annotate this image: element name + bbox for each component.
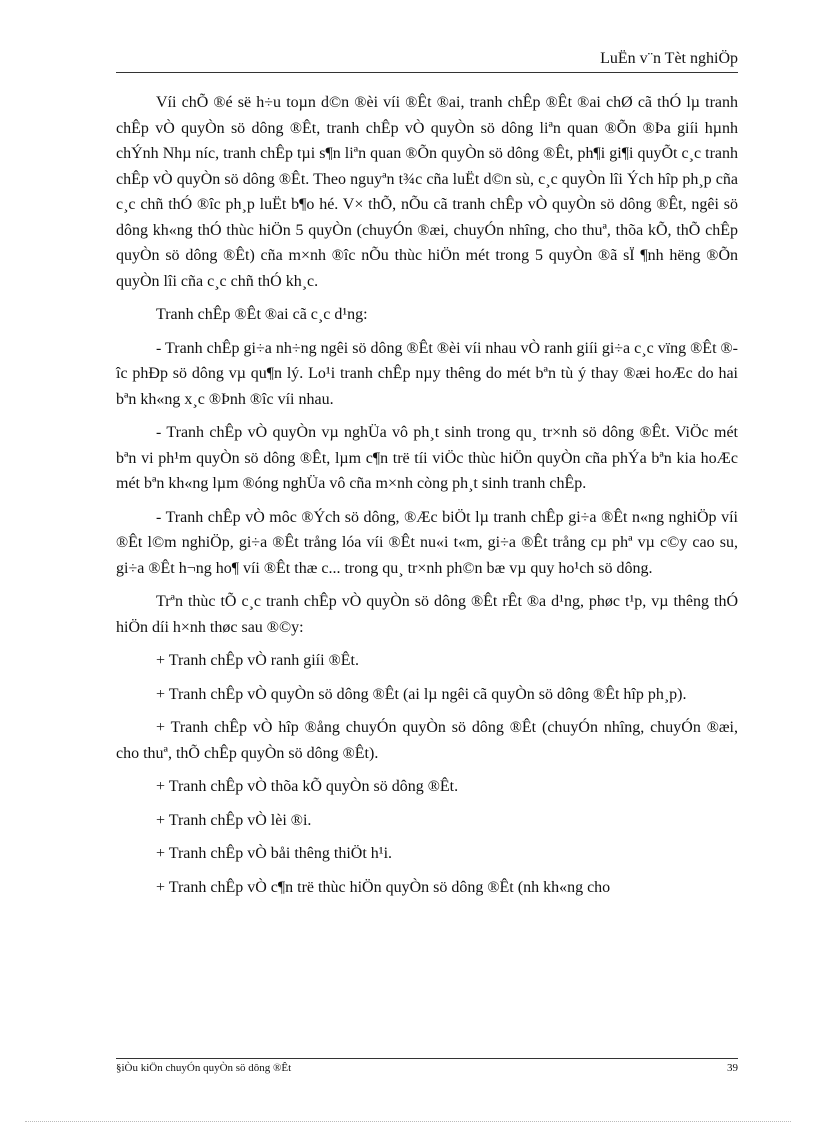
page-number: 39 [727, 1062, 738, 1074]
list-item: + Tranh chÊp vÒ båi thêng thiÖt h¹i. [156, 845, 393, 862]
page-edge-divider [25, 1121, 791, 1122]
paragraph: - Tranh chÊp vÒ quyÒn vµ nghÜa vô ph¸t sinh trong qu¸ tr×nh sö dông ®Êt. ViÖc mét bªn vi ph¹m quyÒn sö dông ®Êt, lµm c¶n trë tíi viÖc thùc hiÖn quyÒn cña phÝa bªn kia hoÆc mét bªn kh«ng lµm ®óng nghÜa vô cña m×nh còng ph¸t sinh tranh chÊp. [116, 424, 738, 492]
list-item: + Tranh chÊp vÒ quyÒn sö dông ®Êt (ai lµ ngêi cã quyÒn sö dông ®Êt hîp ph¸p). [156, 685, 687, 703]
list-item: + Tranh chÊp vÒ hîp ®ång chuyÓn quyÒn sö dông ®Êt (chuyÓn nhîng, chuyÓn ®æi, cho thuª, thÕ chÊp quyÒn sö dông ®Êt). [116, 719, 738, 762]
paragraph: Trªn thùc tÕ c¸c tranh chÊp vÒ quyÒn sö dông ®Êt rÊt ®a d¹ng, phøc t¹p, vµ thêng thÓ hiÖn díi h×nh thøc sau ®©y: [116, 593, 738, 636]
footer-title: §iÒu kiÖn chuyÓn quyÒn sö dông ®Êt [116, 1062, 292, 1074]
paragraph: Tranh chÊp ®Êt ®ai cã c¸c d¹ng: [156, 306, 368, 323]
body-text [116, 90, 738, 908]
paragraph: - Tranh chÊp gi÷a nh÷ng ngêi sö dông ®Êt ®èi víi nhau vÒ ranh giíi gi÷a c¸c vïng ®Êt ®îc phÐp sö dông vµ qu¶n lý. Lo¹i tranh chÊp nµy thêng do mét bªn tù ý thay ®æi hoÆc do hai bªn kh«ng x¸c ®Þnh ®îc víi nhau. [116, 339, 738, 408]
list-item: + Tranh chÊp vÒ lèi ®i. [156, 811, 312, 829]
paragraph: Víi chÕ ®é së h÷u toµn d©n ®èi víi ®Êt ®ai, tranh chÊp ®Êt ®ai chØ cã thÓ lµ tranh chÊp vÒ quyÒn sö dông ®Êt, tranh chÊp vÒ quyÒn sö dông liªn quan ®Õn ®Þa giíi hµnh chÝnh Nhµ níc, tranh chÊp tµi s¶n liªn quan ®Õn quyÒn sö dông ®Êt, ph¶i gi¶i quyÕt c¸c tranh chÊp vÒ quyÒn sö dông ®Êt. Theo nguyªn t¾c cña luËt d©n sù, c¸c quyÒn lîi Ých hîp ph¸p cña c¸c chñ thÓ ®îc ph¸p luËt b¶o hé. V× thÕ, nÕu cã tranh chÊp vÒ quyÒn sö dông ®Êt, ngêi sö dông kh«ng thÓ thùc hiÖn 5 quyÒn (chuyÓn ®æi, chuyÓn nhîng, cho thuª, thõa kÕ, thÕ chÊp quyÒn sö dông ®Êt) cña m×nh ®îc nÕu thùc hiÖn mét trong 5 quyÒn ®ã sÏ ¶nh hëng ®Õn quyÒn lîi cña c¸c chñ thÓ kh¸c. [116, 94, 738, 290]
paragraph: - Tranh chÊp vÒ môc ®Ých sö dông, ®Æc biÖt lµ tranh chÊp gi÷a ®Êt n«ng nghiÖp víi ®Êt l©m nghiÖp, gi÷a ®Êt trång lóa víi ®Êt nu«i t«m, gi÷a ®Êt trång cµ phª vµ c©y cao su, gi÷a ®Êt h¬ng ho¶ víi ®Êt thæ c... trong qu¸ tr×nh ph©n bæ vµ quy ho¹ch sö dông. [116, 508, 738, 577]
list-item: + Tranh chÊp vÒ ranh giíi ®Êt. [156, 652, 359, 669]
list-item: + Tranh chÊp vÒ thõa kÕ quyÒn sö dông ®Êt. [156, 778, 459, 795]
header-title: LuËn v¨n Tèt nghiÖp [600, 50, 738, 67]
list-item: + Tranh chÊp vÒ c¶n trë thùc hiÖn quyÒn sö dông ®Êt (nh kh«ng cho [156, 878, 611, 896]
page-footer [116, 1058, 738, 1078]
page-header [116, 48, 738, 73]
